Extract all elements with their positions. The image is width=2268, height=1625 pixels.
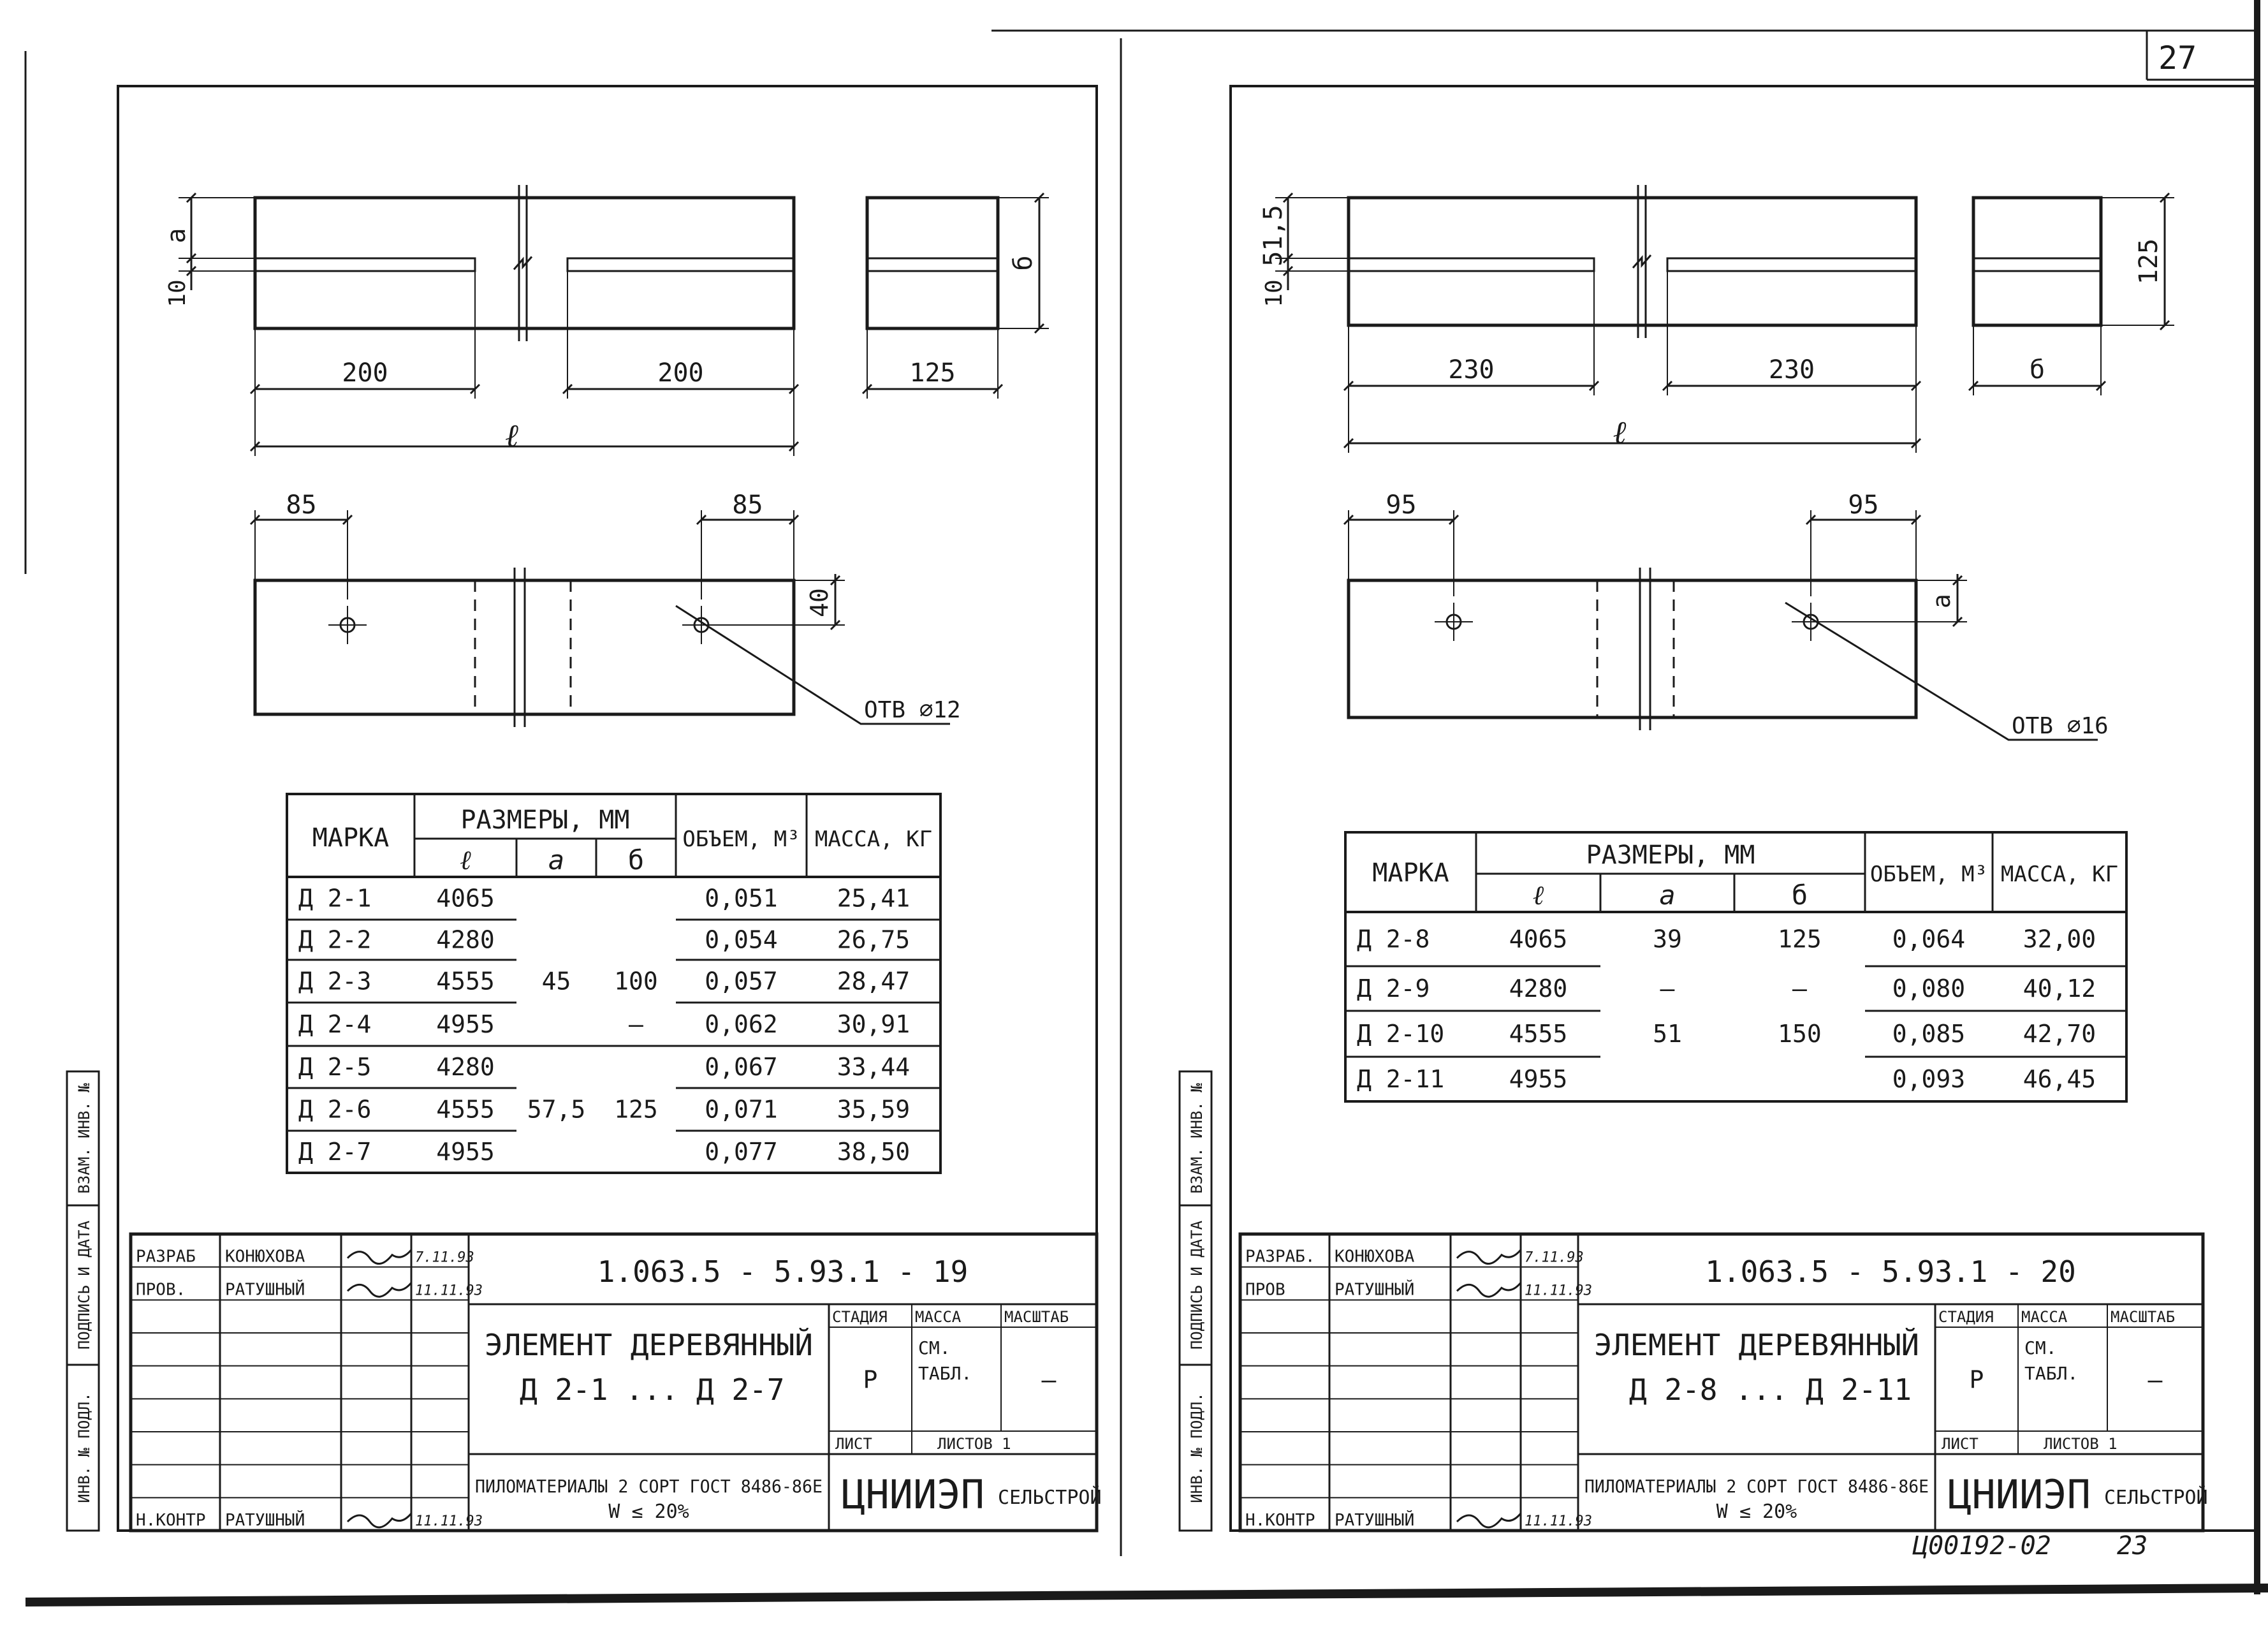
side-stamp-label: ВЗАМ. ИНВ. № (1188, 1083, 1206, 1194)
table-cell: 57,5 (527, 1095, 586, 1124)
title-role: РАЗРАБ. (1245, 1247, 1315, 1267)
table-header-mass: МАССА, КГ (2000, 862, 2119, 887)
table-cell: Д 2-11 (1357, 1065, 1445, 1093)
mass-value: СМ. (918, 1337, 951, 1358)
mass-header: МАССА (2021, 1308, 2068, 1326)
table-cell: 4555 (1509, 1020, 1568, 1048)
scale-value: — (2147, 1365, 2163, 1394)
table-cell: Д 2-5 (298, 1053, 372, 1081)
sheet-d2-1-to-d2-7 (67, 86, 1102, 1531)
mass-header: МАССА (915, 1308, 962, 1326)
mass-value: СМ. (2024, 1337, 2057, 1358)
table-cell: 32,00 (2023, 925, 2096, 953)
table-cell: Д 2-4 (298, 1010, 372, 1038)
document-code: 1.063.5 - 5.93.1 - 19 (597, 1254, 969, 1289)
element-name: ЭЛЕМЕНТ ДЕРЕВЯННЫЙ (1594, 1328, 1919, 1362)
table-cell: 0,067 (705, 1053, 778, 1081)
beam-elevation (1349, 198, 1916, 325)
table-cell: 150 (1778, 1020, 1822, 1048)
slot-right (567, 258, 794, 271)
table-cell: 38,50 (837, 1138, 911, 1166)
table-header-volume: ОБЪЕМ, М³ (1869, 862, 1988, 887)
organization-name: СЕЛЬСТРОЙ (2104, 1487, 2208, 1509)
stage-header: СТАДИЯ (1938, 1308, 1994, 1326)
table-header-b: б (1791, 879, 1808, 911)
material-spec: ПИЛОМАТЕРИАЛЫ 2 СОРТ ГОСТ 8486-86Е (1584, 1476, 1929, 1497)
table-header-b: б (627, 844, 645, 876)
title-role: Н.КОНТР (1245, 1511, 1315, 1530)
hole-edge-label: 40 (805, 588, 833, 617)
side-stamp-label: ПОДПИСЬ И ДАТА (75, 1220, 93, 1350)
stage-value: Р (863, 1365, 878, 1394)
title-date: 11.11.93 (1525, 1513, 1592, 1529)
scale-header: МАСШТАБ (1004, 1308, 1069, 1326)
table-cell: 0,064 (1892, 925, 1966, 953)
table-cell: 4955 (436, 1138, 495, 1166)
hole-edge-label: a (1928, 594, 1956, 608)
table-cell: 25,41 (837, 884, 911, 913)
table-cell: 46,45 (2023, 1065, 2096, 1093)
signature-mark (1457, 1513, 1521, 1527)
dimension-a-label: a (162, 228, 191, 244)
moisture-spec: W ≤ 20% (1716, 1501, 1797, 1523)
mass-value: ТАБЛ. (2024, 1363, 2079, 1384)
sheet-header: ЛИСТ (835, 1435, 872, 1453)
table-cell: 51 (1653, 1020, 1682, 1048)
beam-plan (1349, 580, 1916, 717)
hole-offset-right-label: 85 (732, 490, 763, 520)
stage-header: СТАДИЯ (832, 1308, 888, 1326)
table-cell: 26,75 (837, 925, 911, 954)
stage-value: Р (1969, 1365, 1984, 1394)
side-stamp-label: ВЗАМ. ИНВ. № (75, 1083, 93, 1194)
title-date: 11.11.93 (415, 1513, 483, 1529)
table-cell: 4555 (436, 1095, 495, 1124)
table-cell: 125 (1778, 925, 1822, 953)
dimension-l-label: ℓ (505, 417, 518, 454)
organization-logo: ЦНИИЭП (842, 1471, 984, 1518)
title-name: РАТУШНЫЙ (225, 1511, 305, 1530)
hole-offset-left-label: 95 (1386, 490, 1417, 520)
element-name: ЭЛЕМЕНТ ДЕРЕВЯННЫЙ (485, 1328, 813, 1362)
title-date: 11.11.93 (415, 1283, 483, 1299)
table-header-mark: МАРКА (312, 823, 390, 853)
table-cell: 0,080 (1892, 974, 1966, 1003)
table-cell: Д 2-6 (298, 1095, 372, 1124)
signature-mark (348, 1283, 411, 1297)
moisture-spec: W ≤ 20% (608, 1501, 689, 1523)
dimension-right-label: 230 (1768, 355, 1815, 385)
archive-page: 23 (2117, 1531, 2148, 1561)
table-header-a: a (548, 844, 565, 876)
material-spec: ПИЛОМАТЕРИАЛЫ 2 СОРТ ГОСТ 8486-86Е (475, 1476, 823, 1497)
organization-logo: ЦНИИЭП (1948, 1471, 2091, 1518)
scale-header: МАСШТАБ (2111, 1308, 2176, 1326)
title-role: ПРОВ. (136, 1280, 186, 1300)
table-cell: 0,051 (705, 884, 778, 913)
table-cell: 4955 (436, 1010, 495, 1038)
table-cell: 4555 (436, 967, 495, 996)
table-header-volume: ОБЪЕМ, М³ (682, 827, 800, 852)
title-name: РАТУШНЫЙ (225, 1280, 305, 1300)
hole-offset-right-label: 95 (1848, 490, 1879, 520)
title-date: 7.11.93 (1525, 1249, 1584, 1266)
signature-mark (348, 1513, 411, 1527)
beam-elevation (255, 198, 794, 328)
title-role: РАЗРАБ (136, 1247, 196, 1267)
break-symbol (514, 257, 532, 270)
sheet-header: ЛИСТ (1942, 1435, 1979, 1453)
table-cell: 4280 (436, 925, 495, 954)
table-header-l: ℓ (1532, 879, 1544, 911)
table-cell: 0,077 (705, 1138, 778, 1166)
mass-value: ТАБЛ. (918, 1363, 972, 1384)
section-width-label: б (2029, 355, 2045, 385)
page-number: 27 (2158, 40, 2197, 77)
dimension-left-label: 230 (1448, 355, 1495, 385)
title-date: 7.11.93 (415, 1249, 474, 1266)
table-cell: 35,59 (837, 1095, 911, 1124)
dimension-left-label: 200 (342, 358, 388, 388)
table-cell: Д 2-1 (298, 884, 372, 913)
title-name: КОНЮХОВА (225, 1247, 305, 1267)
table-cell: 42,70 (2023, 1020, 2096, 1048)
table-cell: 0,054 (705, 925, 778, 954)
table-cell: 40,12 (2023, 974, 2096, 1003)
signature-mark (1457, 1250, 1521, 1264)
dimension-l-label: ℓ (1613, 414, 1627, 451)
table-header-dimensions: РАЗМЕРЫ, ММ (460, 805, 630, 835)
table-cell: Д 2-10 (1357, 1020, 1445, 1048)
table-cell: 125 (614, 1095, 658, 1124)
title-name: РАТУШНЫЙ (1335, 1280, 1415, 1300)
organization-name: СЕЛЬСТРОЙ (998, 1487, 1102, 1509)
title-date: 11.11.93 (1525, 1283, 1592, 1299)
table-cell: – (1792, 974, 1807, 1003)
section-height-label: б (1009, 255, 1038, 271)
scale-value: — (1041, 1365, 1057, 1394)
dimension-right-label: 200 (657, 358, 704, 388)
table-cell: – (1660, 974, 1675, 1003)
table-header-mass: МАССА, КГ (814, 827, 933, 852)
side-stamp-label: ИНВ. № ПОДЛ. (75, 1392, 93, 1503)
table-cell: Д 2-9 (1357, 974, 1430, 1003)
table-cell: 100 (614, 967, 658, 996)
table-cell: 0,071 (705, 1095, 778, 1124)
table-cell: Д 2-7 (298, 1138, 372, 1166)
slot-left (1349, 258, 1594, 271)
slot-right (1667, 258, 1916, 271)
dimension-slot-label: 10 (1261, 279, 1287, 307)
sheet-frame (1231, 86, 2257, 1531)
element-range: Д 2-8 ... Д 2-11 (1629, 1372, 1912, 1407)
dimension-a-label: 51,5 (1259, 205, 1288, 267)
dimension-slot-label: 10 (165, 279, 191, 307)
table-cell: 0,085 (1892, 1020, 1966, 1048)
table-cell: 4280 (1509, 974, 1568, 1003)
element-range: Д 2-1 ... Д 2-7 (520, 1372, 785, 1407)
side-stamp-label: ИНВ. № ПОДЛ. (1188, 1392, 1206, 1503)
sheets-header: ЛИСТОВ 1 (2044, 1435, 2118, 1453)
hole-callout: ОТВ ⌀12 (864, 697, 961, 723)
table-cell: 4065 (1509, 925, 1568, 953)
hole-offset-left-label: 85 (286, 490, 317, 520)
signature-mark (348, 1250, 411, 1264)
cross-section (867, 198, 998, 328)
cross-section (1973, 198, 2101, 325)
table-cell: 28,47 (837, 967, 911, 996)
title-role: ПРОВ (1245, 1280, 1285, 1300)
table-header-a: a (1659, 879, 1676, 911)
slot-left (255, 258, 475, 271)
title-role: Н.КОНТР (136, 1511, 206, 1530)
table-cell: 45 (541, 967, 571, 996)
table-cell: 30,91 (837, 1010, 911, 1038)
section-width-label: 125 (909, 358, 956, 388)
signature-mark (1457, 1283, 1521, 1297)
sheet-d2-8-to-d2-11 (1180, 86, 2257, 1531)
hole-callout: ОТВ ⌀16 (2012, 713, 2109, 739)
document-code: 1.063.5 - 5.93.1 - 20 (1705, 1254, 2076, 1289)
table-cell: Д 2-3 (298, 967, 372, 996)
table-header-l: ℓ (460, 844, 471, 876)
table-header-dimensions: РАЗМЕРЫ, ММ (1586, 841, 1755, 870)
title-name: КОНЮХОВА (1335, 1247, 1415, 1267)
break-symbol (1633, 255, 1651, 268)
table-header-mark: МАРКА (1372, 858, 1449, 888)
table-cell: Д 2-8 (1357, 925, 1430, 953)
section-height-label: 125 (2134, 238, 2163, 285)
table-cell: 0,062 (705, 1010, 778, 1038)
title-name: РАТУШНЫЙ (1335, 1511, 1415, 1530)
archive-code: Ц00192-02 (1913, 1531, 2051, 1561)
table-cell: 0,057 (705, 967, 778, 996)
table-cell: 4955 (1509, 1065, 1568, 1093)
table-cell: 0,093 (1892, 1065, 1966, 1093)
table-cell: 39 (1653, 925, 1682, 953)
table-cell: Д 2-2 (298, 925, 372, 954)
table-cell: 4280 (436, 1053, 495, 1081)
side-stamp-label: ПОДПИСЬ И ДАТА (1188, 1220, 1206, 1350)
table-cell: 4065 (436, 884, 495, 913)
sheets-header: ЛИСТОВ 1 (937, 1435, 1011, 1453)
table-cell: – (629, 1010, 643, 1038)
table-cell: 33,44 (837, 1053, 911, 1081)
page-bottom-edge (26, 1588, 2268, 1602)
